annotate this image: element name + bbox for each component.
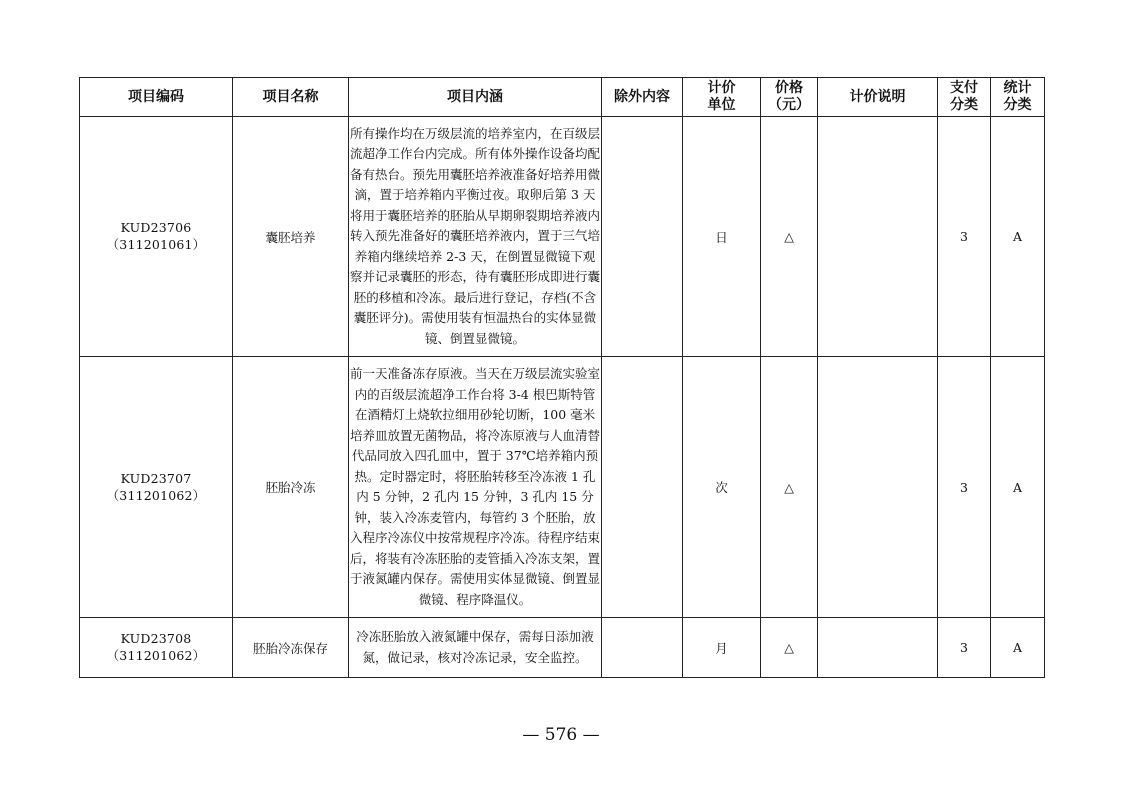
item-payment: 3 <box>938 357 991 618</box>
item-excluded <box>602 117 683 357</box>
page-number: — 576 — <box>522 725 600 745</box>
item-price: △ <box>761 618 818 678</box>
item-code: KUD23706（311201061） <box>80 117 233 357</box>
item-stat: A <box>991 357 1045 618</box>
header-excluded: 除外内容 <box>602 78 683 117</box>
item-code: KUD23707（311201062） <box>80 357 233 618</box>
item-content: 所有操作均在万级层流的培养室内，在百级层流超净工作台内完成。所有体外操作设备均配备有热台。预先用囊胚培养液准备好培养用微滴，置于培养箱内平衡过夜。取卵后第 3 天将用于囊胚培养的胚胎从早期卵裂期培养液内转入预先准备好的囊胚培养液内，置于三气培养箱内继续培养 2-3 天，在倒置显微镜下观察并记录囊胚的形态，待有囊胚形成即进行囊胚的移植和冷冻。最后进行登记，存档(不含囊胚评分)。需使用装有恒温热台的实体显微镜、倒置显微镜。 <box>349 117 602 357</box>
table-row <box>80 618 1045 678</box>
header-payment: 支付 分类 <box>938 78 991 117</box>
item-name: 胚胎冷冻保存 <box>233 618 349 678</box>
item-price: △ <box>761 117 818 357</box>
item-content: 冷冻胚胎放入液氮罐中保存，需每日添加液氮，做记录，核对冷冻记录，安全监控。 <box>349 618 602 678</box>
header-stat: 统计 分类 <box>991 78 1045 117</box>
table-row <box>80 357 1045 618</box>
item-excluded <box>602 357 683 618</box>
item-unit: 日 <box>683 117 761 357</box>
header-content: 项目内涵 <box>349 78 602 117</box>
header-price: 价格 （元） <box>761 78 818 117</box>
header-unit: 计价 单位 <box>683 78 761 117</box>
header-name: 项目名称 <box>233 78 349 117</box>
item-price: △ <box>761 357 818 618</box>
item-payment: 3 <box>938 117 991 357</box>
table-header-row <box>80 78 1045 117</box>
item-name: 囊胚培养 <box>233 117 349 357</box>
fee-item-table <box>79 77 1045 678</box>
item-note <box>818 618 938 678</box>
table-row <box>80 117 1045 357</box>
item-content: 前一天准备冻存原液。当天在万级层流实验室内的百级层流超净工作台将 3-4 根巴斯特管在酒精灯上烧软拉细用砂轮切断，100 毫米培养皿放置无菌物品，将冷冻原液与人血清替代品同放入四孔皿中，置于 37℃培养箱内预热。定时器定时，将胚胎转移至冷冻液 1 孔内 5 分钟，2 孔内 15 分钟，3 孔内 15 分钟，装入冷冻麦管内，每管约 3 个胚胎，放入程序冷冻仪中按常规程序冷冻。待程序结束后，将装有冷冻胚胎的麦管插入冷冻支架，置于液氮罐内保存。需使用实体显微镜、倒置显微镜、程序降温仪。 <box>349 357 602 618</box>
header-note: 计价说明 <box>818 78 938 117</box>
item-stat: A <box>991 117 1045 357</box>
item-unit: 次 <box>683 357 761 618</box>
item-excluded <box>602 618 683 678</box>
header-code: 项目编码 <box>80 78 233 117</box>
item-unit: 月 <box>683 618 761 678</box>
item-note <box>818 357 938 618</box>
item-code: KUD23708（311201062） <box>80 618 233 678</box>
item-stat: A <box>991 618 1045 678</box>
item-note <box>818 117 938 357</box>
item-payment: 3 <box>938 618 991 678</box>
item-name: 胚胎冷冻 <box>233 357 349 618</box>
